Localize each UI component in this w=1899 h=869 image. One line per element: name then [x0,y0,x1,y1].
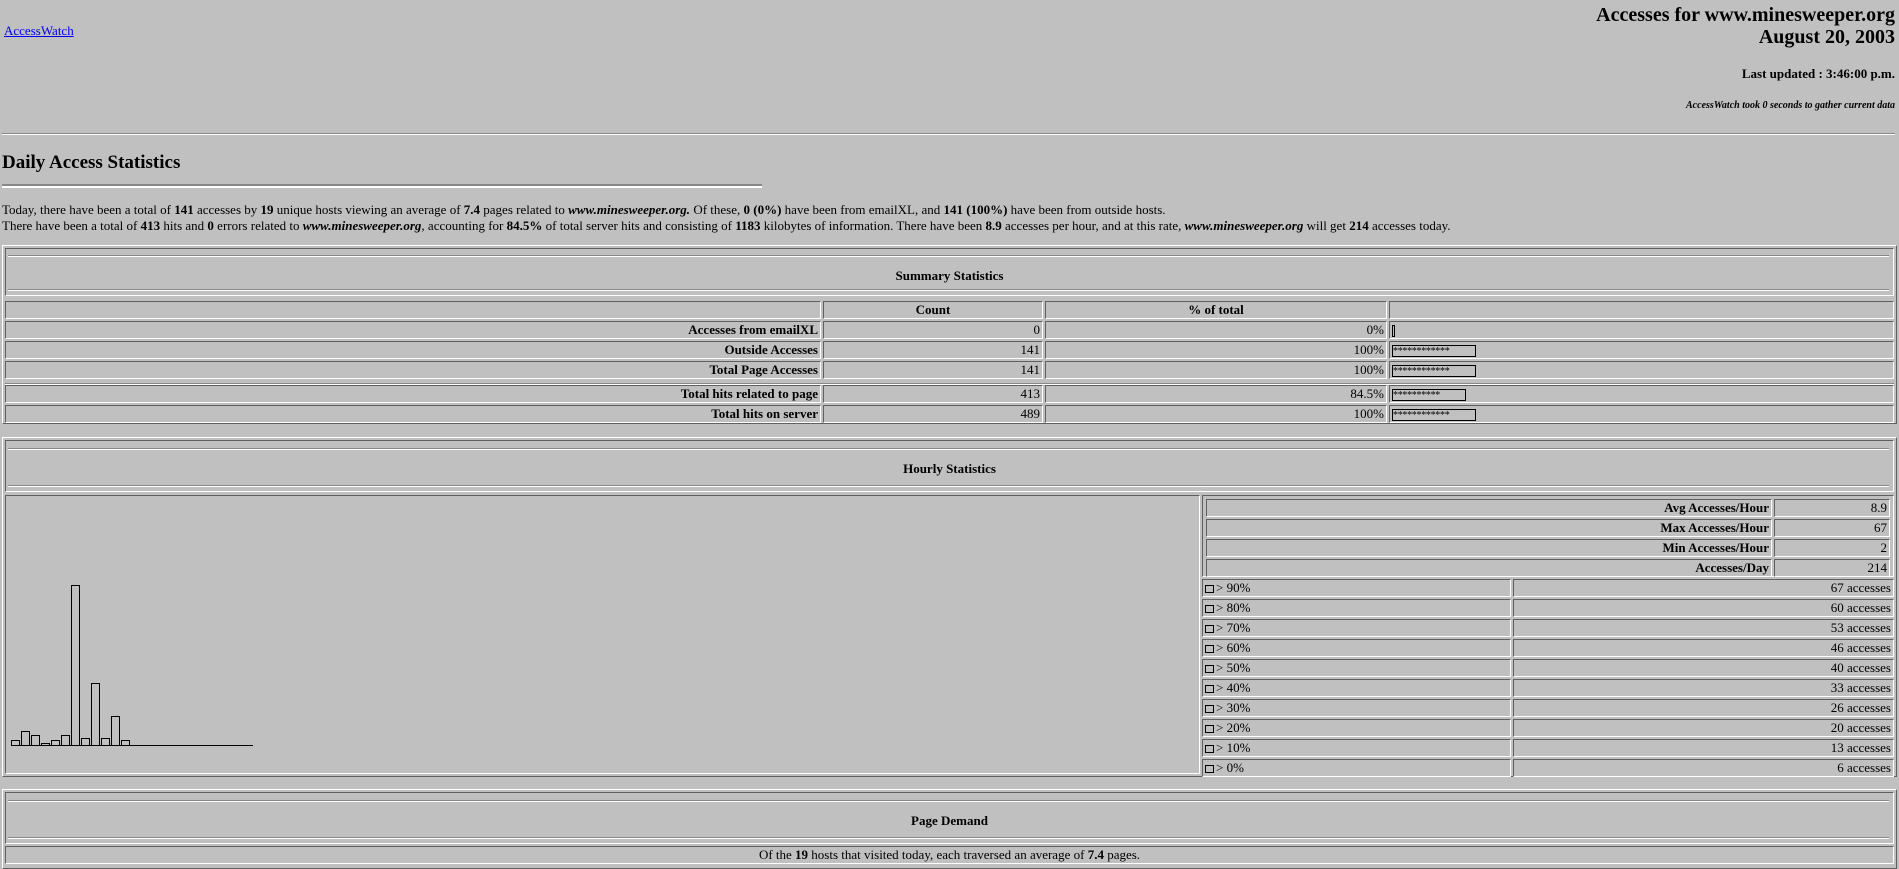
legend-swatch-icon [1205,585,1214,593]
legend-value: 6 accesses [1513,759,1894,777]
hourly-stat-label: Min Accesses/Hour [1206,539,1772,557]
summary-row-pct: 100% [1045,405,1387,423]
legend-swatch-icon [1205,645,1214,653]
hourly-bar-11 [122,741,130,746]
hourly-stat-value: 67 [1774,519,1890,537]
legend-label: > 10% [1202,739,1511,757]
legend-label: > 90% [1202,579,1511,597]
summary-row-count: 141 [823,361,1043,379]
report-title: Accesses for www.minesweeper.org [1596,4,1895,26]
legend-swatch-icon [1205,705,1214,713]
summary-title: Summary Statistics [895,268,1004,283]
legend-swatch-icon [1205,725,1214,733]
summary-row-pct: 100% [1045,341,1387,359]
legend-swatch-icon [1205,605,1214,613]
section-divider [2,184,762,188]
legend-swatch-icon [1205,765,1214,773]
hourly-stats-table [1202,495,1894,577]
summary-row-pct: 0% [1045,321,1387,339]
legend-value: 13 accesses [1513,739,1894,757]
summary-col-pct: % of total [1045,301,1387,319]
hourly-title-bar [5,440,1894,492]
legend-swatch-icon [1205,665,1214,673]
summary-row-bar: ********** [1392,389,1466,401]
hourly-bar-10 [112,717,120,746]
header-divider [2,133,1895,135]
legend-value: 46 accesses [1513,639,1894,657]
summary-row-label: Total Page Accesses [5,361,821,379]
legend-value: 40 accesses [1513,659,1894,677]
page-demand-title: Page Demand [911,813,988,828]
legend-value: 67 accesses [1513,579,1894,597]
legend-swatch-icon [1205,685,1214,693]
hourly-stat-label: Avg Accesses/Hour [1206,499,1772,517]
summary-row-pct: 84.5% [1045,385,1387,403]
summary-row-bar-cell [1389,361,1894,379]
summary-row-bar-cell [1389,405,1894,423]
legend-swatch-icon [1205,625,1214,633]
page-demand-text: Of the 19 hosts that visited today, each traversed an average of 7.4 pages. [5,846,1894,864]
legend-label: > 70% [1202,619,1511,637]
summary-row-bar-cell [1389,385,1894,403]
legend-value: 33 accesses [1513,679,1894,697]
hourly-bar-8 [92,684,100,746]
hourly-title-rule-bottom [8,485,1889,487]
summary-col-count: Count [823,301,1043,319]
intro-line-2: There have been a total of 413 hits and 0 errors related to www.minesweeper.org, accounting for 84.5% of total server hits and consisting of 1183 kilobytes of information. There have been 8.9 accesses per hour, and at this rate, www.minesweeper.org will get 214 accesses today. [2,218,1451,233]
summary-row-count: 141 [823,341,1043,359]
summary-title-bar [5,248,1894,296]
hourly-title: Hourly Statistics [903,461,996,476]
summary-row-label: Total hits on server [5,405,821,423]
hourly-bar-4 [52,741,60,746]
hourly-stat-value: 8.9 [1774,499,1890,517]
legend-value: 53 accesses [1513,619,1894,637]
hourly-chart [6,540,256,770]
summary-row-count: 489 [823,405,1043,423]
legend-label: > 80% [1202,599,1511,617]
daily-heading: Daily Access Statistics [2,152,181,173]
summary-row-pct: 100% [1045,361,1387,379]
report-header [1596,4,1895,111]
summary-table [2,245,1897,424]
gather-note: AccessWatch took 0 seconds to gather current data [1686,100,1895,111]
hourly-stat-label: Max Accesses/Hour [1206,519,1772,537]
summary-row-label: Total hits related to page [5,385,821,403]
report-date: August 20, 2003 [1758,26,1895,48]
hourly-stat-value: 2 [1774,539,1890,557]
hourly-chart-cell [5,495,1200,774]
page-demand-title-bar [5,792,1894,844]
legend-value: 60 accesses [1513,599,1894,617]
summary-row-count: 413 [823,385,1043,403]
accesswatch-logo-link[interactable]: AccessWatch [4,23,74,38]
hourly-stat-label: Accesses/Day [1206,559,1772,577]
legend-label: > 20% [1202,719,1511,737]
hourly-bar-6 [72,586,80,746]
summary-header-blank [5,301,821,319]
summary-row-bar-cell [1389,321,1894,339]
hourly-bar-7 [82,739,90,746]
summary-title-rule-bottom [8,289,1889,291]
page-demand-rule-top [8,800,1889,802]
last-updated: Last updated : 3:46:00 p.m. [1741,66,1895,81]
summary-row-bar: ************ [1392,345,1476,357]
summary-row-bar: ************ [1392,409,1476,421]
legend-label: > 0% [1202,759,1511,777]
hourly-stat-value: 214 [1774,559,1890,577]
legend-value: 26 accesses [1513,699,1894,717]
summary-row-count: 0 [823,321,1043,339]
hourly-title-rule-top [8,448,1889,450]
legend-label: > 40% [1202,679,1511,697]
summary-title-rule-top [8,255,1889,257]
legend-label: > 30% [1202,699,1511,717]
intro-line-1: Today, there have been a total of 141 accesses by 19 unique hosts viewing an average of 7.4 pages related to www.minesweeper.org. Of these, 0 (0%) have been from emailXL, and 141 (100%) have been from outside hosts. [2,202,1166,217]
summary-row-bar [1392,325,1395,337]
hourly-bar-1 [22,732,30,746]
hourly-bar-9 [102,739,110,746]
hourly-bar-5 [62,736,70,746]
legend-swatch-icon [1205,745,1214,753]
legend-value: 20 accesses [1513,719,1894,737]
page-demand-rule-bottom [8,837,1889,839]
summary-row-bar: ************ [1392,365,1476,377]
legend-label: > 50% [1202,659,1511,677]
summary-row-bar-cell [1389,341,1894,359]
summary-row-label: Accesses from emailXL [5,321,821,339]
hourly-bar-0 [12,741,20,746]
summary-col-bar [1389,301,1894,319]
legend-label: > 60% [1202,639,1511,657]
daily-intro [2,202,1451,234]
hourly-bar-2 [32,736,40,746]
summary-row-label: Outside Accesses [5,341,821,359]
page-demand-table [2,789,1897,869]
hourly-table [2,437,1897,777]
